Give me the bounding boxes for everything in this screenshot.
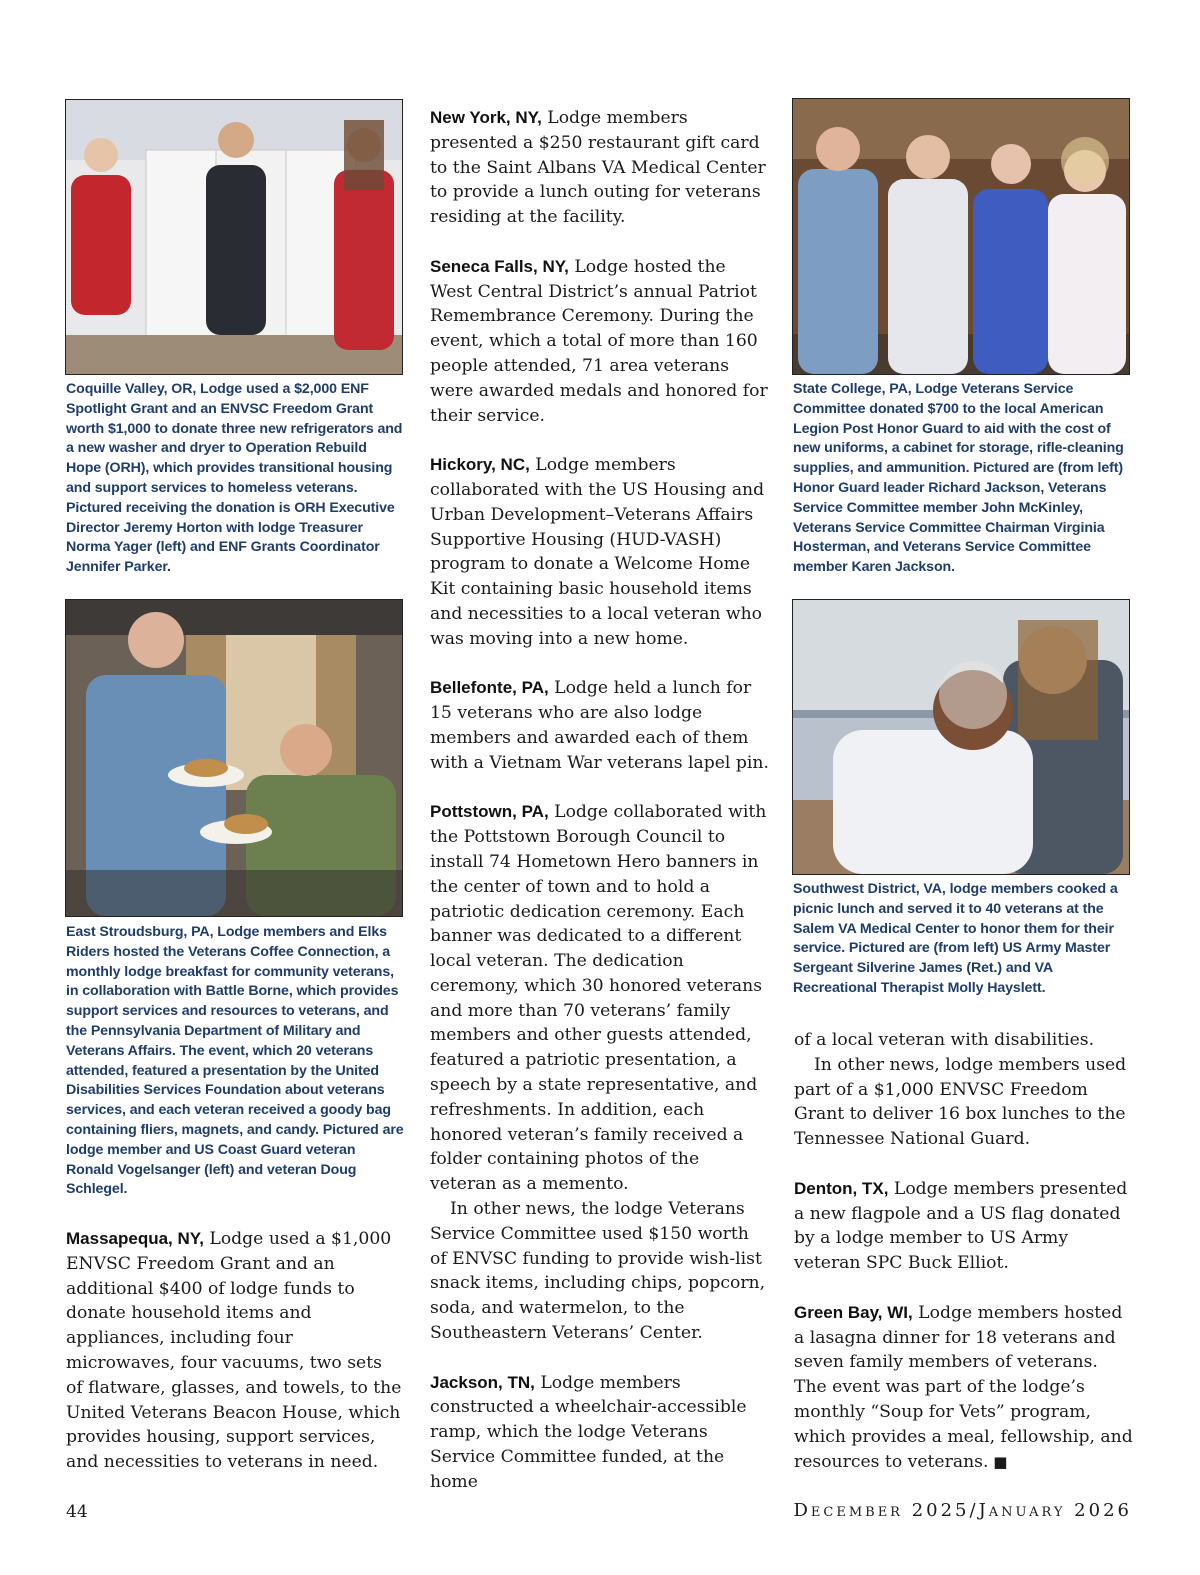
article-seneca-falls	[430, 255, 770, 429]
photo-four-people-group-icon	[793, 99, 1129, 374]
page-number: 44	[66, 1502, 88, 1522]
article-pottstown-cont: In other news, the lodge Veterans Service Committee used $150 worth of ENVSC funding to provide wish-list snack items, including chips, popcorn, soda, and watermelon, to the Southeastern Veterans’ Center.	[430, 1199, 766, 1344]
caption-location: Coquille Valley, OR,	[66, 381, 197, 397]
article-text: Lodge members constructed a wheelchair-accessible ramp, which the lodge Veterans Service Committee funded, at the home	[430, 1372, 747, 1492]
right-column-articles	[794, 1028, 1134, 1474]
caption-east-stroudsburg	[66, 923, 406, 1200]
caption-location: State College, PA,	[793, 381, 912, 397]
middle-column	[430, 106, 770, 1495]
article-text: Lodge members collaborated with the US Housing and Urban Development–Veterans Affairs Supportive Housing (HUD-VASH) program to donate a Welcome Home Kit containing basic household items and necessities to a local veteran who was moving into a new home.	[430, 455, 765, 649]
caption-state-college	[793, 380, 1133, 578]
article-text: Lodge members presented a $250 restaurant gift card to the Saint Albans VA Medical Center to provide a lunch outing for veterans residing at the facility.	[430, 108, 766, 228]
article-location: Hickory, NC,	[430, 455, 530, 475]
article-jackson-cont-2: In other news, lodge members used part of a $1,000 ENVSC Freedom Grant to deliver 16 box lunches to the Tennessee National Guard.	[794, 1054, 1127, 1150]
article-location: Jackson, TN,	[430, 1372, 535, 1392]
article-text: Lodge members presented a new flagpole and a US flag donated by a lodge member to US Army veteran SPC Buck Elliot.	[794, 1178, 1128, 1274]
issue-date: December 2025/January 2026	[793, 1500, 1132, 1521]
caption-southwest-district	[793, 880, 1133, 999]
article-location: Denton, TX,	[794, 1178, 889, 1198]
article-jackson-cont: of a local veteran with disabilities.	[794, 1030, 1095, 1050]
article-location: New York, NY,	[430, 108, 542, 127]
caption-text: Lodge Veterans Service Committee donated $700 to the local American Legion Post Honor Guard to aid with the cost of new uniforms, a cabinet for storage, rifle-cleaning supplies, and ammunition. Pictured are (from left) Honor Guard leader Richard Jackson, Veterans Service Committee member John McKinley, Veterans Service Committee Chairman Virginia Hosterman, and Veterans Service Committee member Karen Jackson.	[793, 381, 1124, 576]
article-location: Massapequa, NY,	[66, 1229, 204, 1248]
article-location: Pottstown, PA,	[430, 802, 549, 822]
end-mark: ■	[988, 1452, 1008, 1471]
article-location: Seneca Falls, NY,	[430, 256, 569, 276]
caption-text: lodge members cooked a picnic lunch and served it to 40 veterans at the Salem VA Medical Center to honor them for their service. Pictured are (from left) US Army Master Sergeant Silverine James (Ret.) and VA Recreational Therapist Molly Hayslett.	[793, 881, 1118, 996]
article-new-york	[430, 106, 770, 230]
article-massapequa	[66, 1227, 402, 1475]
article-pottstown	[430, 800, 770, 1197]
photo-coquille-valley	[65, 99, 403, 375]
photo-southwest-district	[792, 599, 1130, 875]
photo-state-college	[792, 98, 1130, 375]
article-bellefonte	[430, 676, 770, 775]
photo-east-stroudsburg	[65, 599, 403, 917]
article-text: Lodge held a lunch for 15 veterans who are also lodge members and awarded each of them with a Vietnam War veterans lapel pin.	[430, 678, 769, 773]
article-text: Lodge hosted the West Central District’s annual Patriot Remembrance Ceremony. During the event, which a total of more than 160 people attended, 71 area veterans were awarded medals and honored for their service.	[430, 256, 768, 426]
article-location: Bellefonte, PA,	[430, 678, 549, 698]
article-text: Lodge collaborated with the Pottstown Borough Council to install 74 Hometown Hero banners in the center of town and to hold a patriotic dedication ceremony. Each banner was dedicated to a different local veteran. The dedication ceremony, which 30 honored veterans and more than 70 veterans’ family members and other guests attended, featured a patriotic presentation, a speech by a state representative, and refreshments. In addition, each honored veteran’s family received a folder containing photos of the veteran as a memento.	[430, 802, 767, 1195]
article-denton	[794, 1177, 1134, 1276]
caption-location: Southwest District, VA,	[793, 881, 946, 897]
photo-veteran-and-therapist-icon	[793, 600, 1129, 874]
caption-text: Lodge members and Elks Riders hosted the Veterans Coffee Connection, a monthly lodge breakfast for community veterans, in collaboration with Battle Borne, which provides support services and resources to veterans, and the Pennsylvania Department of Military and Veterans Affairs. The event, which 20 veterans attended, featured a presentation by the United Disabilities Services Foundation about veterans services, and each veteran received a goody bag containing fliers, magnets, and candy. Pictured are lodge member and US Coast Guard veteran Ronald Vogelsanger (left) and veteran Doug Schlegel.	[66, 924, 404, 1198]
article-location: Green Bay, WI,	[794, 1302, 913, 1322]
caption-location: East Stroudsburg, PA,	[66, 924, 214, 940]
article-green-bay	[794, 1301, 1134, 1475]
photo-three-people-refrigerators-icon	[66, 100, 402, 374]
article-jackson	[430, 1371, 770, 1495]
caption-coquille-valley	[66, 380, 404, 578]
article-text: Lodge used a $1,000 ENVSC Freedom Grant and an additional $400 of lodge funds to donate household items and appliances, including four microwaves, four vacuums, two sets of flatware, glasses, and towels, to the United Veterans Beacon House, which provides housing, support services, and necessities to veterans in need.	[66, 1229, 402, 1473]
article-text: Lodge members hosted a lasagna dinner for 18 veterans and seven family members of veterans. The event was part of the lodge’s monthly “Soup for Vets” program, which provides a meal, fellowship, and resources to veterans.	[794, 1302, 1133, 1472]
article-hickory	[430, 453, 770, 651]
photo-two-men-burgers-icon	[66, 600, 402, 916]
caption-text: Lodge used a $2,000 ENF Spotlight Grant and an ENVSC Freedom Grant worth $1,000 to donate three new refrigerators and a new washer and dryer to Operation Rebuild Hope (ORH), which provides transitional housing and support services to homeless veterans. Pictured receiving the donation is ORH Executive Director Jeremy Horton with lodge Treasurer Norma Yager (left) and ENF Grants Coordinator Jennifer Parker.	[66, 381, 403, 576]
